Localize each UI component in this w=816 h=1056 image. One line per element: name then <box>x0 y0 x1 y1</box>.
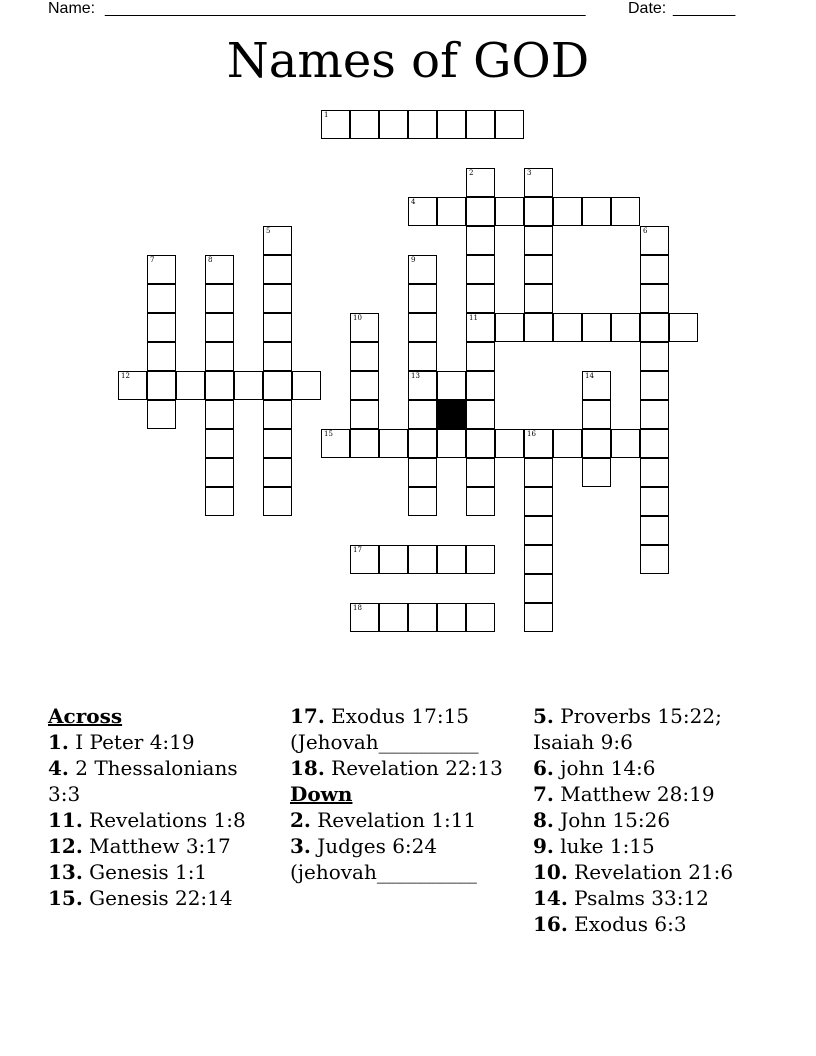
clue-number: 16. <box>533 912 568 936</box>
grid-cell[interactable] <box>611 429 640 458</box>
grid-cell[interactable] <box>437 110 466 139</box>
grid-cell[interactable] <box>379 603 408 632</box>
grid-cell[interactable] <box>205 342 234 371</box>
cell-number: 12 <box>121 372 130 380</box>
grid-cell[interactable] <box>524 516 553 545</box>
grid-cell[interactable] <box>408 371 437 400</box>
clue-number: 10. <box>533 860 568 884</box>
grid-cell[interactable] <box>205 284 234 313</box>
clue-number: 14. <box>533 886 568 910</box>
grid-cell[interactable] <box>582 458 611 487</box>
grid-cell[interactable] <box>553 197 582 226</box>
clues-column-1 <box>48 703 268 911</box>
cell-number: 18 <box>353 604 362 612</box>
clue-number: 5. <box>533 704 554 728</box>
grid-cell[interactable] <box>350 313 379 342</box>
grid-cell[interactable] <box>524 255 553 284</box>
clue-across-12 <box>48 833 268 859</box>
grid-cell[interactable] <box>205 313 234 342</box>
date-field[interactable]: _______ <box>673 0 736 17</box>
clue-across-4 <box>48 755 268 807</box>
clue-number: 6. <box>533 756 554 780</box>
grid-cell[interactable] <box>495 429 524 458</box>
clue-down-16 <box>533 911 773 937</box>
clue-down-5 <box>533 703 773 755</box>
clue-across-13 <box>48 859 268 885</box>
grid-cell[interactable] <box>263 458 292 487</box>
cell-number: 11 <box>469 314 478 322</box>
cell-number: 8 <box>208 256 213 264</box>
clue-down-7 <box>533 781 773 807</box>
grid-cell[interactable] <box>524 603 553 632</box>
grid-cell[interactable] <box>205 458 234 487</box>
grid-cell[interactable] <box>263 400 292 429</box>
clue-text: Revelation 22:13 <box>331 756 503 780</box>
clue-number: 11. <box>48 808 83 832</box>
grid-cell[interactable] <box>437 429 466 458</box>
grid-cell[interactable] <box>350 429 379 458</box>
grid-cell[interactable] <box>466 226 495 255</box>
grid-cell[interactable] <box>205 487 234 516</box>
clue-text: john 14:6 <box>560 756 656 780</box>
cell-number: 7 <box>150 256 155 264</box>
grid-cell[interactable] <box>466 110 495 139</box>
grid-cell[interactable] <box>408 458 437 487</box>
clue-text: Exodus 6:3 <box>574 912 687 936</box>
cell-number: 5 <box>266 227 271 235</box>
grid-cell[interactable] <box>466 313 495 342</box>
clue-text: I Peter 4:19 <box>75 730 195 754</box>
clue-number: 4. <box>48 756 69 780</box>
grid-cell[interactable] <box>466 342 495 371</box>
grid-cell[interactable] <box>379 545 408 574</box>
grid-cell[interactable] <box>640 284 669 313</box>
clue-text: Genesis 22:14 <box>89 886 233 910</box>
grid-cell[interactable] <box>640 342 669 371</box>
grid-cell[interactable] <box>466 400 495 429</box>
grid-cell[interactable] <box>263 429 292 458</box>
date-label: Date: <box>628 0 667 17</box>
grid-cell[interactable] <box>524 168 553 197</box>
clue-across-1 <box>48 729 268 755</box>
grid-cell[interactable] <box>408 603 437 632</box>
grid-cell[interactable] <box>263 487 292 516</box>
grid-cell[interactable] <box>640 429 669 458</box>
clue-text: Psalms 33:12 <box>574 886 709 910</box>
grid-cell[interactable] <box>466 197 495 226</box>
grid-cell[interactable] <box>147 342 176 371</box>
across-heading: Across <box>48 704 123 728</box>
grid-cell[interactable] <box>437 603 466 632</box>
down-heading: Down <box>290 782 353 806</box>
clue-down-6 <box>533 755 773 781</box>
clue-across-17 <box>290 703 526 755</box>
grid-cell[interactable] <box>640 255 669 284</box>
clue-down-8 <box>533 807 773 833</box>
clue-text: Judges 6:24 (jehovah__________ <box>290 834 477 884</box>
grid-cell[interactable] <box>582 371 611 400</box>
clues-column-3 <box>533 703 773 937</box>
cell-number: 10 <box>353 314 362 322</box>
clue-down-3 <box>290 833 526 885</box>
grid-cell[interactable] <box>611 313 640 342</box>
cell-number: 6 <box>643 227 648 235</box>
grid-cell[interactable] <box>350 400 379 429</box>
grid-cell[interactable] <box>640 487 669 516</box>
grid-cell[interactable] <box>640 516 669 545</box>
clue-down-2 <box>290 807 526 833</box>
grid-cell[interactable] <box>524 284 553 313</box>
clue-number: 1. <box>48 730 69 754</box>
grid-cell[interactable] <box>408 110 437 139</box>
grid-cell[interactable] <box>147 400 176 429</box>
clue-text: Matthew 28:19 <box>560 782 715 806</box>
grid-cell[interactable] <box>640 400 669 429</box>
grid-cell[interactable] <box>408 400 437 429</box>
cell-number: 17 <box>353 546 362 554</box>
clue-text: Proverbs 15:22; Isaiah 9:6 <box>533 704 722 754</box>
grid-cell[interactable] <box>582 400 611 429</box>
cell-number: 4 <box>411 198 416 206</box>
grid-cell[interactable] <box>118 371 147 400</box>
grid-cell[interactable] <box>176 371 205 400</box>
grid-cell[interactable] <box>466 487 495 516</box>
clue-number: 12. <box>48 834 83 858</box>
grid-cell[interactable] <box>321 110 350 139</box>
grid-cell[interactable] <box>263 226 292 255</box>
grid-cell[interactable] <box>321 429 350 458</box>
grid-cell[interactable] <box>640 226 669 255</box>
grid-cell[interactable] <box>640 313 669 342</box>
grid-cell[interactable] <box>205 371 234 400</box>
grid-cell[interactable] <box>379 429 408 458</box>
grid-cell[interactable] <box>263 371 292 400</box>
cell-number: 3 <box>527 169 532 177</box>
clue-text: Exodus 17:15 (Jehovah__________ <box>290 704 479 754</box>
clue-text: Revelation 1:11 <box>317 808 477 832</box>
grid-cell[interactable] <box>524 458 553 487</box>
grid-cell[interactable] <box>408 487 437 516</box>
grid-cell[interactable] <box>466 168 495 197</box>
cell-number: 15 <box>324 430 333 438</box>
clue-number: 9. <box>533 834 554 858</box>
grid-cell[interactable] <box>524 487 553 516</box>
grid-cell[interactable] <box>263 342 292 371</box>
grid-cell[interactable] <box>292 371 321 400</box>
grid-cell[interactable] <box>408 429 437 458</box>
clue-down-10 <box>533 859 773 885</box>
grid-cell[interactable] <box>466 603 495 632</box>
clue-across-15 <box>48 885 268 911</box>
grid-cell[interactable] <box>379 110 408 139</box>
grid-cell[interactable] <box>640 458 669 487</box>
grid-cell[interactable] <box>350 342 379 371</box>
clue-number: 3. <box>290 834 311 858</box>
grid-cell[interactable] <box>408 545 437 574</box>
grid-cell[interactable] <box>669 313 698 342</box>
cell-number: 1 <box>324 111 329 119</box>
clue-down-14 <box>533 885 773 911</box>
grid-cell[interactable] <box>263 255 292 284</box>
grid-cell[interactable] <box>408 284 437 313</box>
clue-text: luke 1:15 <box>560 834 655 858</box>
grid-cell[interactable] <box>350 603 379 632</box>
grid-cell[interactable] <box>263 284 292 313</box>
cell-number: 9 <box>411 256 416 264</box>
clue-number: 7. <box>533 782 554 806</box>
page-title: Names of GOD <box>226 33 590 89</box>
name-field[interactable]: ______________________________________________________ <box>105 0 586 17</box>
cell-number: 2 <box>469 169 474 177</box>
grid-cell[interactable] <box>495 110 524 139</box>
clue-number: 2. <box>290 808 311 832</box>
grid-cell[interactable] <box>582 429 611 458</box>
grid-cell[interactable] <box>147 284 176 313</box>
clue-text: Genesis 1:1 <box>89 860 208 884</box>
cell-number: 14 <box>585 372 594 380</box>
grid-cell[interactable] <box>524 226 553 255</box>
grid-cell[interactable] <box>350 371 379 400</box>
clue-across-18 <box>290 755 526 781</box>
grid-cell[interactable] <box>466 371 495 400</box>
clue-number: 18. <box>290 756 325 780</box>
clue-text: Revelation 21:6 <box>574 860 734 884</box>
clue-number: 13. <box>48 860 83 884</box>
grid-cell[interactable] <box>640 371 669 400</box>
grid-cell[interactable] <box>611 197 640 226</box>
grid-cell[interactable] <box>437 371 466 400</box>
grid-cell[interactable] <box>147 313 176 342</box>
grid-cell[interactable] <box>437 545 466 574</box>
name-label: Name: <box>48 0 96 17</box>
grid-cell[interactable] <box>437 197 466 226</box>
clue-text: John 15:26 <box>560 808 671 832</box>
grid-cell[interactable] <box>408 342 437 371</box>
cell-number: 16 <box>527 430 536 438</box>
grid-cell[interactable] <box>466 255 495 284</box>
grid-cell[interactable] <box>553 313 582 342</box>
clue-text: 2 Thessalonians 3:3 <box>48 756 238 806</box>
grid-cell[interactable] <box>205 429 234 458</box>
grid-cell[interactable] <box>524 197 553 226</box>
grid-cell[interactable] <box>205 400 234 429</box>
clue-text: Revelations 1:8 <box>89 808 246 832</box>
grid-cell[interactable] <box>205 255 234 284</box>
grid-cell[interactable] <box>553 429 582 458</box>
grid-cell[interactable] <box>234 371 263 400</box>
clue-number: 17. <box>290 704 325 728</box>
grid-cell[interactable] <box>466 458 495 487</box>
grid-cell[interactable] <box>408 197 437 226</box>
filled-cell <box>437 400 466 429</box>
grid-cell[interactable] <box>524 429 553 458</box>
grid-cell[interactable] <box>582 313 611 342</box>
clue-down-9 <box>533 833 773 859</box>
grid-cell[interactable] <box>466 284 495 313</box>
grid-cell[interactable] <box>350 545 379 574</box>
grid-cell[interactable] <box>495 197 524 226</box>
grid-cell[interactable] <box>350 110 379 139</box>
grid-cell[interactable] <box>640 545 669 574</box>
grid-cell[interactable] <box>147 371 176 400</box>
clues-column-2 <box>290 703 526 885</box>
clue-number: 15. <box>48 886 83 910</box>
grid-cell[interactable] <box>495 313 524 342</box>
clue-number: 8. <box>533 808 554 832</box>
cell-number: 13 <box>411 372 420 380</box>
grid-cell[interactable] <box>408 313 437 342</box>
grid-cell[interactable] <box>524 313 553 342</box>
clue-text: Matthew 3:17 <box>89 834 231 858</box>
grid-cell[interactable] <box>408 255 437 284</box>
grid-cell[interactable] <box>524 545 553 574</box>
grid-cell[interactable] <box>263 313 292 342</box>
grid-cell[interactable] <box>524 574 553 603</box>
grid-cell[interactable] <box>147 255 176 284</box>
grid-cell[interactable] <box>582 197 611 226</box>
grid-cell[interactable] <box>466 429 495 458</box>
grid-cell[interactable] <box>466 545 495 574</box>
clue-across-11 <box>48 807 268 833</box>
